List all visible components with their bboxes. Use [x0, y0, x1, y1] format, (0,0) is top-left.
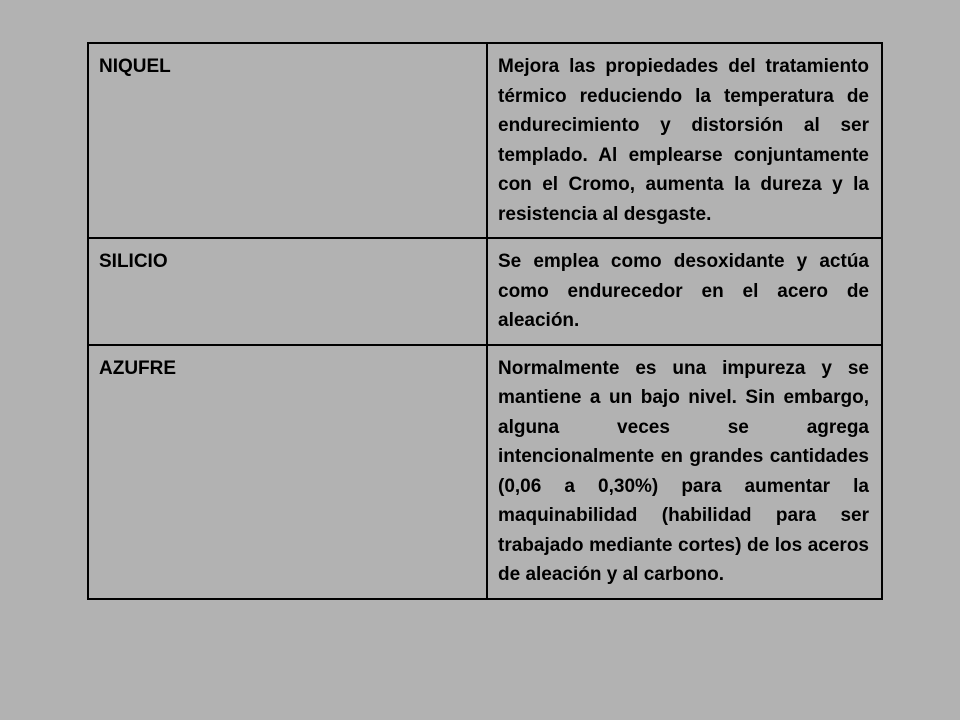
- table-row: [88, 238, 882, 345]
- alloy-elements-table: [87, 42, 883, 600]
- element-description-cell: Se emplea como desoxidante y actúa como endurecedor en el acero de aleación.: [487, 238, 882, 345]
- table-row: [88, 43, 882, 238]
- element-name-cell: AZUFRE: [88, 345, 487, 599]
- element-name-cell: SILICIO: [88, 238, 487, 345]
- element-name-cell: NIQUEL: [88, 43, 487, 238]
- element-description-cell: Normalmente es una impureza y se mantiene a un bajo nivel. Sin embargo, alguna veces se agrega intencionalmente en grandes cantidades (0,06 a 0,30%) para aumentar la maquinabilidad (habilidad para ser trabajado mediante cortes) de los aceros de aleación y al carbono.: [487, 345, 882, 599]
- element-description-cell: Mejora las propiedades del tratamiento térmico reduciendo la temperatura de endurecimiento y distorsión al ser templado. Al emplearse conjuntamente con el Cromo, aumenta la dureza y la resistencia al desgaste.: [487, 43, 882, 238]
- table-row: [88, 345, 882, 599]
